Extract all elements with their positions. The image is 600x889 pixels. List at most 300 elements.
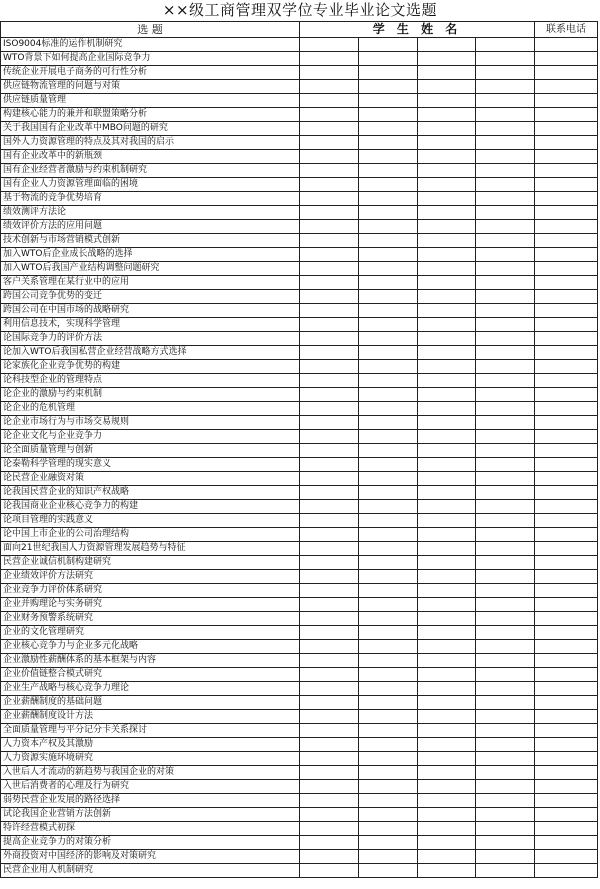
student-name-cell[interactable] [300, 486, 359, 500]
student-name-cell[interactable] [417, 164, 476, 178]
student-name-cell[interactable] [300, 682, 359, 696]
student-name-cell[interactable] [300, 108, 359, 122]
phone-cell[interactable] [535, 388, 598, 402]
student-name-cell[interactable] [358, 528, 417, 542]
student-name-cell[interactable] [476, 528, 535, 542]
student-name-cell[interactable] [476, 626, 535, 640]
student-name-cell[interactable] [476, 850, 535, 864]
student-name-cell[interactable] [300, 556, 359, 570]
student-name-cell[interactable] [358, 486, 417, 500]
phone-cell[interactable] [535, 612, 598, 626]
phone-cell[interactable] [535, 864, 598, 878]
student-name-cell[interactable] [358, 178, 417, 192]
student-name-cell[interactable] [300, 458, 359, 472]
student-name-cell[interactable] [300, 234, 359, 248]
student-name-cell[interactable] [300, 850, 359, 864]
student-name-cell[interactable] [417, 38, 476, 52]
student-name-cell[interactable] [476, 458, 535, 472]
student-name-cell[interactable] [417, 444, 476, 458]
student-name-cell[interactable] [417, 276, 476, 290]
phone-cell[interactable] [535, 262, 598, 276]
student-name-cell[interactable] [358, 192, 417, 206]
student-name-cell[interactable] [417, 556, 476, 570]
student-name-cell[interactable] [300, 724, 359, 738]
student-name-cell[interactable] [476, 738, 535, 752]
student-name-cell[interactable] [358, 598, 417, 612]
student-name-cell[interactable] [358, 612, 417, 626]
student-name-cell[interactable] [358, 80, 417, 94]
student-name-cell[interactable] [417, 80, 476, 94]
student-name-cell[interactable] [300, 290, 359, 304]
phone-cell[interactable] [535, 528, 598, 542]
student-name-cell[interactable] [358, 724, 417, 738]
student-name-cell[interactable] [300, 416, 359, 430]
student-name-cell[interactable] [417, 710, 476, 724]
student-name-cell[interactable] [300, 52, 359, 66]
student-name-cell[interactable] [358, 822, 417, 836]
student-name-cell[interactable] [358, 850, 417, 864]
student-name-cell[interactable] [417, 822, 476, 836]
phone-cell[interactable] [535, 654, 598, 668]
student-name-cell[interactable] [476, 752, 535, 766]
student-name-cell[interactable] [417, 402, 476, 416]
student-name-cell[interactable] [358, 584, 417, 598]
student-name-cell[interactable] [417, 780, 476, 794]
student-name-cell[interactable] [476, 66, 535, 80]
student-name-cell[interactable] [476, 150, 535, 164]
phone-cell[interactable] [535, 584, 598, 598]
student-name-cell[interactable] [476, 682, 535, 696]
phone-cell[interactable] [535, 136, 598, 150]
student-name-cell[interactable] [300, 220, 359, 234]
student-name-cell[interactable] [300, 710, 359, 724]
student-name-cell[interactable] [417, 864, 476, 878]
phone-cell[interactable] [535, 794, 598, 808]
student-name-cell[interactable] [300, 66, 359, 80]
student-name-cell[interactable] [476, 80, 535, 94]
student-name-cell[interactable] [358, 52, 417, 66]
student-name-cell[interactable] [300, 388, 359, 402]
student-name-cell[interactable] [417, 416, 476, 430]
student-name-cell[interactable] [476, 276, 535, 290]
student-name-cell[interactable] [476, 178, 535, 192]
student-name-cell[interactable] [358, 276, 417, 290]
phone-cell[interactable] [535, 332, 598, 346]
student-name-cell[interactable] [300, 612, 359, 626]
phone-cell[interactable] [535, 430, 598, 444]
student-name-cell[interactable] [476, 430, 535, 444]
phone-cell[interactable] [535, 808, 598, 822]
phone-cell[interactable] [535, 500, 598, 514]
phone-cell[interactable] [535, 416, 598, 430]
student-name-cell[interactable] [476, 598, 535, 612]
student-name-cell[interactable] [476, 808, 535, 822]
student-name-cell[interactable] [358, 136, 417, 150]
student-name-cell[interactable] [476, 444, 535, 458]
student-name-cell[interactable] [358, 66, 417, 80]
phone-cell[interactable] [535, 360, 598, 374]
student-name-cell[interactable] [300, 654, 359, 668]
student-name-cell[interactable] [358, 234, 417, 248]
student-name-cell[interactable] [300, 738, 359, 752]
student-name-cell[interactable] [417, 528, 476, 542]
student-name-cell[interactable] [358, 794, 417, 808]
student-name-cell[interactable] [417, 262, 476, 276]
student-name-cell[interactable] [417, 458, 476, 472]
student-name-cell[interactable] [300, 444, 359, 458]
student-name-cell[interactable] [300, 570, 359, 584]
student-name-cell[interactable] [300, 248, 359, 262]
phone-cell[interactable] [535, 556, 598, 570]
student-name-cell[interactable] [358, 374, 417, 388]
phone-cell[interactable] [535, 220, 598, 234]
student-name-cell[interactable] [358, 122, 417, 136]
phone-cell[interactable] [535, 696, 598, 710]
student-name-cell[interactable] [476, 570, 535, 584]
student-name-cell[interactable] [300, 528, 359, 542]
student-name-cell[interactable] [476, 108, 535, 122]
student-name-cell[interactable] [300, 430, 359, 444]
phone-cell[interactable] [535, 178, 598, 192]
phone-cell[interactable] [535, 710, 598, 724]
student-name-cell[interactable] [358, 780, 417, 794]
student-name-cell[interactable] [417, 472, 476, 486]
student-name-cell[interactable] [358, 332, 417, 346]
student-name-cell[interactable] [476, 766, 535, 780]
student-name-cell[interactable] [358, 164, 417, 178]
student-name-cell[interactable] [417, 640, 476, 654]
student-name-cell[interactable] [476, 360, 535, 374]
student-name-cell[interactable] [476, 248, 535, 262]
student-name-cell[interactable] [300, 276, 359, 290]
student-name-cell[interactable] [476, 262, 535, 276]
phone-cell[interactable] [535, 122, 598, 136]
student-name-cell[interactable] [417, 234, 476, 248]
student-name-cell[interactable] [358, 94, 417, 108]
student-name-cell[interactable] [300, 206, 359, 220]
student-name-cell[interactable] [417, 360, 476, 374]
student-name-cell[interactable] [417, 808, 476, 822]
student-name-cell[interactable] [476, 136, 535, 150]
student-name-cell[interactable] [417, 178, 476, 192]
phone-cell[interactable] [535, 738, 598, 752]
phone-cell[interactable] [535, 850, 598, 864]
student-name-cell[interactable] [476, 164, 535, 178]
student-name-cell[interactable] [417, 346, 476, 360]
student-name-cell[interactable] [358, 150, 417, 164]
student-name-cell[interactable] [300, 178, 359, 192]
phone-cell[interactable] [535, 444, 598, 458]
student-name-cell[interactable] [358, 766, 417, 780]
phone-cell[interactable] [535, 682, 598, 696]
student-name-cell[interactable] [300, 836, 359, 850]
student-name-cell[interactable] [476, 94, 535, 108]
student-name-cell[interactable] [358, 220, 417, 234]
student-name-cell[interactable] [300, 794, 359, 808]
student-name-cell[interactable] [476, 822, 535, 836]
student-name-cell[interactable] [300, 696, 359, 710]
student-name-cell[interactable] [476, 220, 535, 234]
student-name-cell[interactable] [476, 402, 535, 416]
student-name-cell[interactable] [358, 668, 417, 682]
student-name-cell[interactable] [417, 150, 476, 164]
student-name-cell[interactable] [476, 122, 535, 136]
student-name-cell[interactable] [300, 640, 359, 654]
student-name-cell[interactable] [300, 346, 359, 360]
student-name-cell[interactable] [358, 710, 417, 724]
phone-cell[interactable] [535, 668, 598, 682]
student-name-cell[interactable] [300, 402, 359, 416]
student-name-cell[interactable] [417, 122, 476, 136]
phone-cell[interactable] [535, 346, 598, 360]
student-name-cell[interactable] [300, 164, 359, 178]
student-name-cell[interactable] [476, 696, 535, 710]
student-name-cell[interactable] [417, 304, 476, 318]
student-name-cell[interactable] [358, 570, 417, 584]
student-name-cell[interactable] [476, 472, 535, 486]
student-name-cell[interactable] [300, 780, 359, 794]
phone-cell[interactable] [535, 38, 598, 52]
student-name-cell[interactable] [300, 626, 359, 640]
student-name-cell[interactable] [476, 38, 535, 52]
student-name-cell[interactable] [417, 206, 476, 220]
phone-cell[interactable] [535, 206, 598, 220]
student-name-cell[interactable] [417, 542, 476, 556]
student-name-cell[interactable] [358, 864, 417, 878]
student-name-cell[interactable] [476, 206, 535, 220]
student-name-cell[interactable] [300, 808, 359, 822]
student-name-cell[interactable] [417, 514, 476, 528]
student-name-cell[interactable] [300, 150, 359, 164]
phone-cell[interactable] [535, 402, 598, 416]
student-name-cell[interactable] [358, 38, 417, 52]
student-name-cell[interactable] [358, 654, 417, 668]
phone-cell[interactable] [535, 822, 598, 836]
student-name-cell[interactable] [358, 640, 417, 654]
student-name-cell[interactable] [476, 486, 535, 500]
student-name-cell[interactable] [476, 304, 535, 318]
phone-cell[interactable] [535, 150, 598, 164]
student-name-cell[interactable] [358, 752, 417, 766]
student-name-cell[interactable] [417, 388, 476, 402]
student-name-cell[interactable] [358, 836, 417, 850]
phone-cell[interactable] [535, 598, 598, 612]
student-name-cell[interactable] [417, 430, 476, 444]
student-name-cell[interactable] [300, 598, 359, 612]
phone-cell[interactable] [535, 570, 598, 584]
student-name-cell[interactable] [476, 668, 535, 682]
student-name-cell[interactable] [417, 94, 476, 108]
student-name-cell[interactable] [476, 416, 535, 430]
phone-cell[interactable] [535, 192, 598, 206]
phone-cell[interactable] [535, 234, 598, 248]
student-name-cell[interactable] [476, 724, 535, 738]
student-name-cell[interactable] [300, 500, 359, 514]
student-name-cell[interactable] [417, 794, 476, 808]
student-name-cell[interactable] [417, 136, 476, 150]
student-name-cell[interactable] [358, 542, 417, 556]
student-name-cell[interactable] [358, 248, 417, 262]
student-name-cell[interactable] [476, 234, 535, 248]
student-name-cell[interactable] [417, 192, 476, 206]
student-name-cell[interactable] [417, 486, 476, 500]
student-name-cell[interactable] [417, 66, 476, 80]
student-name-cell[interactable] [358, 360, 417, 374]
student-name-cell[interactable] [358, 304, 417, 318]
student-name-cell[interactable] [358, 738, 417, 752]
student-name-cell[interactable] [417, 766, 476, 780]
phone-cell[interactable] [535, 80, 598, 94]
student-name-cell[interactable] [476, 52, 535, 66]
student-name-cell[interactable] [358, 500, 417, 514]
student-name-cell[interactable] [300, 374, 359, 388]
student-name-cell[interactable] [358, 458, 417, 472]
student-name-cell[interactable] [300, 360, 359, 374]
phone-cell[interactable] [535, 374, 598, 388]
student-name-cell[interactable] [358, 108, 417, 122]
phone-cell[interactable] [535, 458, 598, 472]
student-name-cell[interactable] [300, 584, 359, 598]
phone-cell[interactable] [535, 318, 598, 332]
student-name-cell[interactable] [417, 570, 476, 584]
student-name-cell[interactable] [300, 192, 359, 206]
student-name-cell[interactable] [358, 416, 417, 430]
student-name-cell[interactable] [358, 444, 417, 458]
student-name-cell[interactable] [417, 584, 476, 598]
student-name-cell[interactable] [417, 738, 476, 752]
student-name-cell[interactable] [300, 122, 359, 136]
student-name-cell[interactable] [300, 318, 359, 332]
phone-cell[interactable] [535, 766, 598, 780]
student-name-cell[interactable] [417, 626, 476, 640]
student-name-cell[interactable] [358, 626, 417, 640]
phone-cell[interactable] [535, 276, 598, 290]
phone-cell[interactable] [535, 52, 598, 66]
student-name-cell[interactable] [358, 402, 417, 416]
student-name-cell[interactable] [476, 388, 535, 402]
phone-cell[interactable] [535, 836, 598, 850]
student-name-cell[interactable] [300, 752, 359, 766]
phone-cell[interactable] [535, 164, 598, 178]
student-name-cell[interactable] [300, 80, 359, 94]
student-name-cell[interactable] [300, 542, 359, 556]
student-name-cell[interactable] [300, 864, 359, 878]
student-name-cell[interactable] [417, 850, 476, 864]
student-name-cell[interactable] [300, 822, 359, 836]
phone-cell[interactable] [535, 248, 598, 262]
student-name-cell[interactable] [476, 794, 535, 808]
phone-cell[interactable] [535, 626, 598, 640]
student-name-cell[interactable] [417, 668, 476, 682]
student-name-cell[interactable] [476, 346, 535, 360]
phone-cell[interactable] [535, 472, 598, 486]
student-name-cell[interactable] [358, 388, 417, 402]
phone-cell[interactable] [535, 542, 598, 556]
student-name-cell[interactable] [300, 514, 359, 528]
phone-cell[interactable] [535, 304, 598, 318]
student-name-cell[interactable] [476, 556, 535, 570]
phone-cell[interactable] [535, 780, 598, 794]
student-name-cell[interactable] [417, 654, 476, 668]
student-name-cell[interactable] [358, 262, 417, 276]
student-name-cell[interactable] [476, 332, 535, 346]
student-name-cell[interactable] [476, 780, 535, 794]
student-name-cell[interactable] [417, 836, 476, 850]
student-name-cell[interactable] [358, 514, 417, 528]
student-name-cell[interactable] [417, 374, 476, 388]
student-name-cell[interactable] [417, 52, 476, 66]
student-name-cell[interactable] [417, 500, 476, 514]
student-name-cell[interactable] [417, 682, 476, 696]
student-name-cell[interactable] [476, 640, 535, 654]
student-name-cell[interactable] [300, 38, 359, 52]
student-name-cell[interactable] [300, 766, 359, 780]
student-name-cell[interactable] [417, 108, 476, 122]
student-name-cell[interactable] [358, 206, 417, 220]
student-name-cell[interactable] [476, 514, 535, 528]
student-name-cell[interactable] [417, 290, 476, 304]
student-name-cell[interactable] [300, 668, 359, 682]
phone-cell[interactable] [535, 486, 598, 500]
phone-cell[interactable] [535, 66, 598, 80]
student-name-cell[interactable] [417, 598, 476, 612]
student-name-cell[interactable] [476, 584, 535, 598]
phone-cell[interactable] [535, 724, 598, 738]
phone-cell[interactable] [535, 514, 598, 528]
student-name-cell[interactable] [476, 192, 535, 206]
student-name-cell[interactable] [358, 290, 417, 304]
student-name-cell[interactable] [358, 696, 417, 710]
student-name-cell[interactable] [358, 318, 417, 332]
student-name-cell[interactable] [358, 682, 417, 696]
student-name-cell[interactable] [476, 654, 535, 668]
phone-cell[interactable] [535, 640, 598, 654]
student-name-cell[interactable] [358, 430, 417, 444]
student-name-cell[interactable] [300, 262, 359, 276]
student-name-cell[interactable] [300, 94, 359, 108]
student-name-cell[interactable] [476, 710, 535, 724]
student-name-cell[interactable] [476, 500, 535, 514]
student-name-cell[interactable] [417, 612, 476, 626]
student-name-cell[interactable] [476, 318, 535, 332]
student-name-cell[interactable] [358, 556, 417, 570]
phone-cell[interactable] [535, 94, 598, 108]
phone-cell[interactable] [535, 108, 598, 122]
student-name-cell[interactable] [417, 332, 476, 346]
student-name-cell[interactable] [358, 346, 417, 360]
student-name-cell[interactable] [300, 136, 359, 150]
student-name-cell[interactable] [358, 808, 417, 822]
student-name-cell[interactable] [417, 248, 476, 262]
phone-cell[interactable] [535, 752, 598, 766]
student-name-cell[interactable] [476, 290, 535, 304]
student-name-cell[interactable] [300, 304, 359, 318]
student-name-cell[interactable] [476, 864, 535, 878]
student-name-cell[interactable] [476, 612, 535, 626]
student-name-cell[interactable] [476, 836, 535, 850]
student-name-cell[interactable] [300, 332, 359, 346]
student-name-cell[interactable] [358, 472, 417, 486]
student-name-cell[interactable] [476, 542, 535, 556]
student-name-cell[interactable] [417, 696, 476, 710]
student-name-cell[interactable] [417, 752, 476, 766]
phone-cell[interactable] [535, 290, 598, 304]
student-name-cell[interactable] [417, 724, 476, 738]
student-name-cell[interactable] [476, 374, 535, 388]
student-name-cell[interactable] [417, 220, 476, 234]
student-name-cell[interactable] [417, 318, 476, 332]
student-name-cell[interactable] [300, 472, 359, 486]
